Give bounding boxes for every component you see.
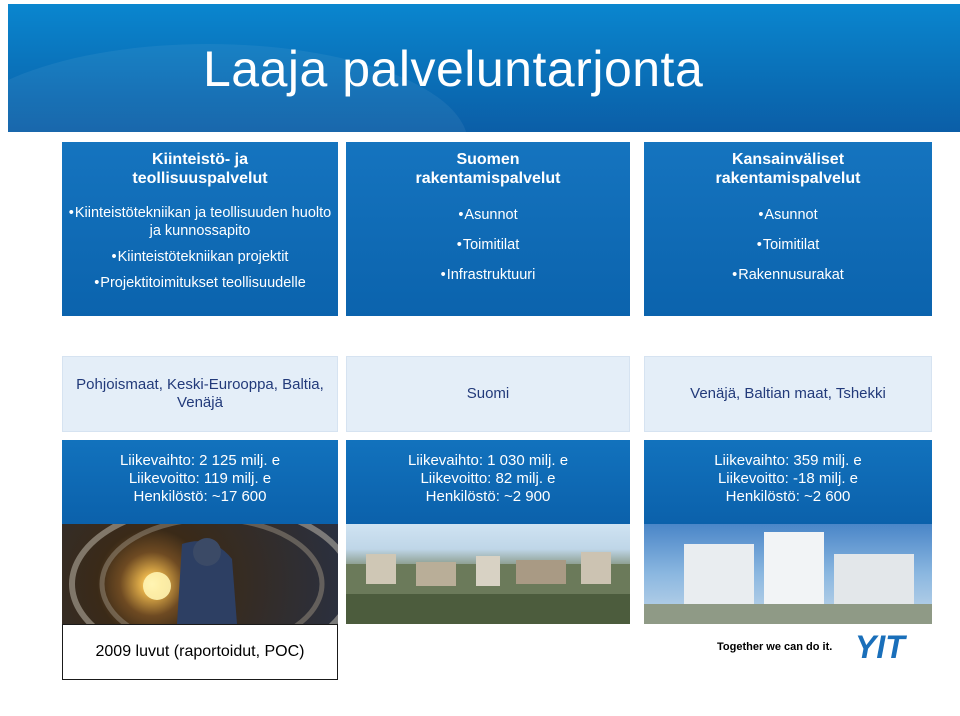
service-item: • Projektitoimitukset teollisuudelle (62, 274, 338, 292)
city-photo (346, 524, 630, 624)
logo-text: YIT (855, 631, 905, 663)
page-title: Laaja palveluntarjonta (203, 41, 704, 97)
region-text: Suomi (466, 385, 510, 402)
service-item: • Asunnot (346, 206, 630, 224)
operating-profit-stat: Liikevoitto: 119 milj. e (128, 470, 272, 487)
region-text: Venäjä, Baltian maat, Tshekki (690, 385, 886, 402)
stats-box (346, 440, 630, 524)
revenue-stat: Liikevaihto: 1 030 milj. e (407, 452, 569, 469)
personnel-stat: Henkilöstö: ~17 600 (133, 488, 267, 505)
footnote-box (62, 624, 338, 680)
header-banner (8, 4, 960, 132)
panel-heading (644, 150, 932, 188)
region-text: Pohjoismaat, Keski-Eurooppa, Baltia, Venäjä (76, 376, 324, 411)
city-illustration (346, 524, 630, 624)
service-list (346, 206, 630, 284)
stats-box (62, 440, 338, 524)
service-item: • Rakennusurakat (644, 266, 932, 284)
revenue-stat: Liikevaihto: 359 milj. e (714, 452, 862, 469)
service-panel-finland-construction (346, 142, 630, 316)
buildings-illustration (644, 524, 932, 624)
service-item: • Asunnot (644, 206, 932, 224)
service-list (62, 204, 338, 292)
tagline: Together we can do it. (717, 641, 833, 653)
panel-heading-line: rakentamispalvelut (715, 170, 861, 187)
service-panel-property-industrial (62, 142, 338, 316)
personnel-stat: Henkilöstö: ~2 600 (725, 488, 851, 505)
region-box (644, 356, 932, 432)
apartment-buildings-photo (644, 524, 932, 624)
personnel-stat: Henkilöstö: ~2 900 (425, 488, 551, 505)
panel-heading-line: rakentamispalvelut (415, 170, 561, 187)
service-list (644, 206, 932, 284)
service-item: • Kiinteistötekniikan ja teollisuuden huolto ja kunnossapito (62, 204, 338, 240)
region-box (62, 356, 338, 432)
operating-profit-stat: Liikevoitto: 82 milj. e (420, 470, 556, 487)
welder-photo (62, 524, 338, 624)
panel-heading (346, 150, 630, 188)
service-item: • Toimitilat (644, 236, 932, 254)
panel-heading-line: Suomen (456, 151, 520, 168)
revenue-stat: Liikevaihto: 2 125 milj. e (119, 452, 281, 469)
operating-profit-stat: Liikevoitto: -18 milj. e (717, 470, 859, 487)
panel-heading-line: Kiinteistö- ja (151, 151, 248, 168)
panel-heading-line: teollisuuspalvelut (132, 170, 268, 187)
service-item: • Toimitilat (346, 236, 630, 254)
stats-box (644, 440, 932, 524)
region-box (346, 356, 630, 432)
service-item: • Kiinteistötekniikan projektit (62, 248, 338, 266)
panel-heading-line: Kansainväliset (731, 151, 845, 168)
panel-heading (62, 150, 338, 188)
yit-logo (855, 631, 939, 663)
service-item: • Infrastruktuuri (346, 266, 630, 284)
service-panel-international-construction (644, 142, 932, 316)
welder-illustration (62, 524, 338, 624)
footnote-text: 2009 luvut (raportoidut, POC) (95, 643, 305, 660)
